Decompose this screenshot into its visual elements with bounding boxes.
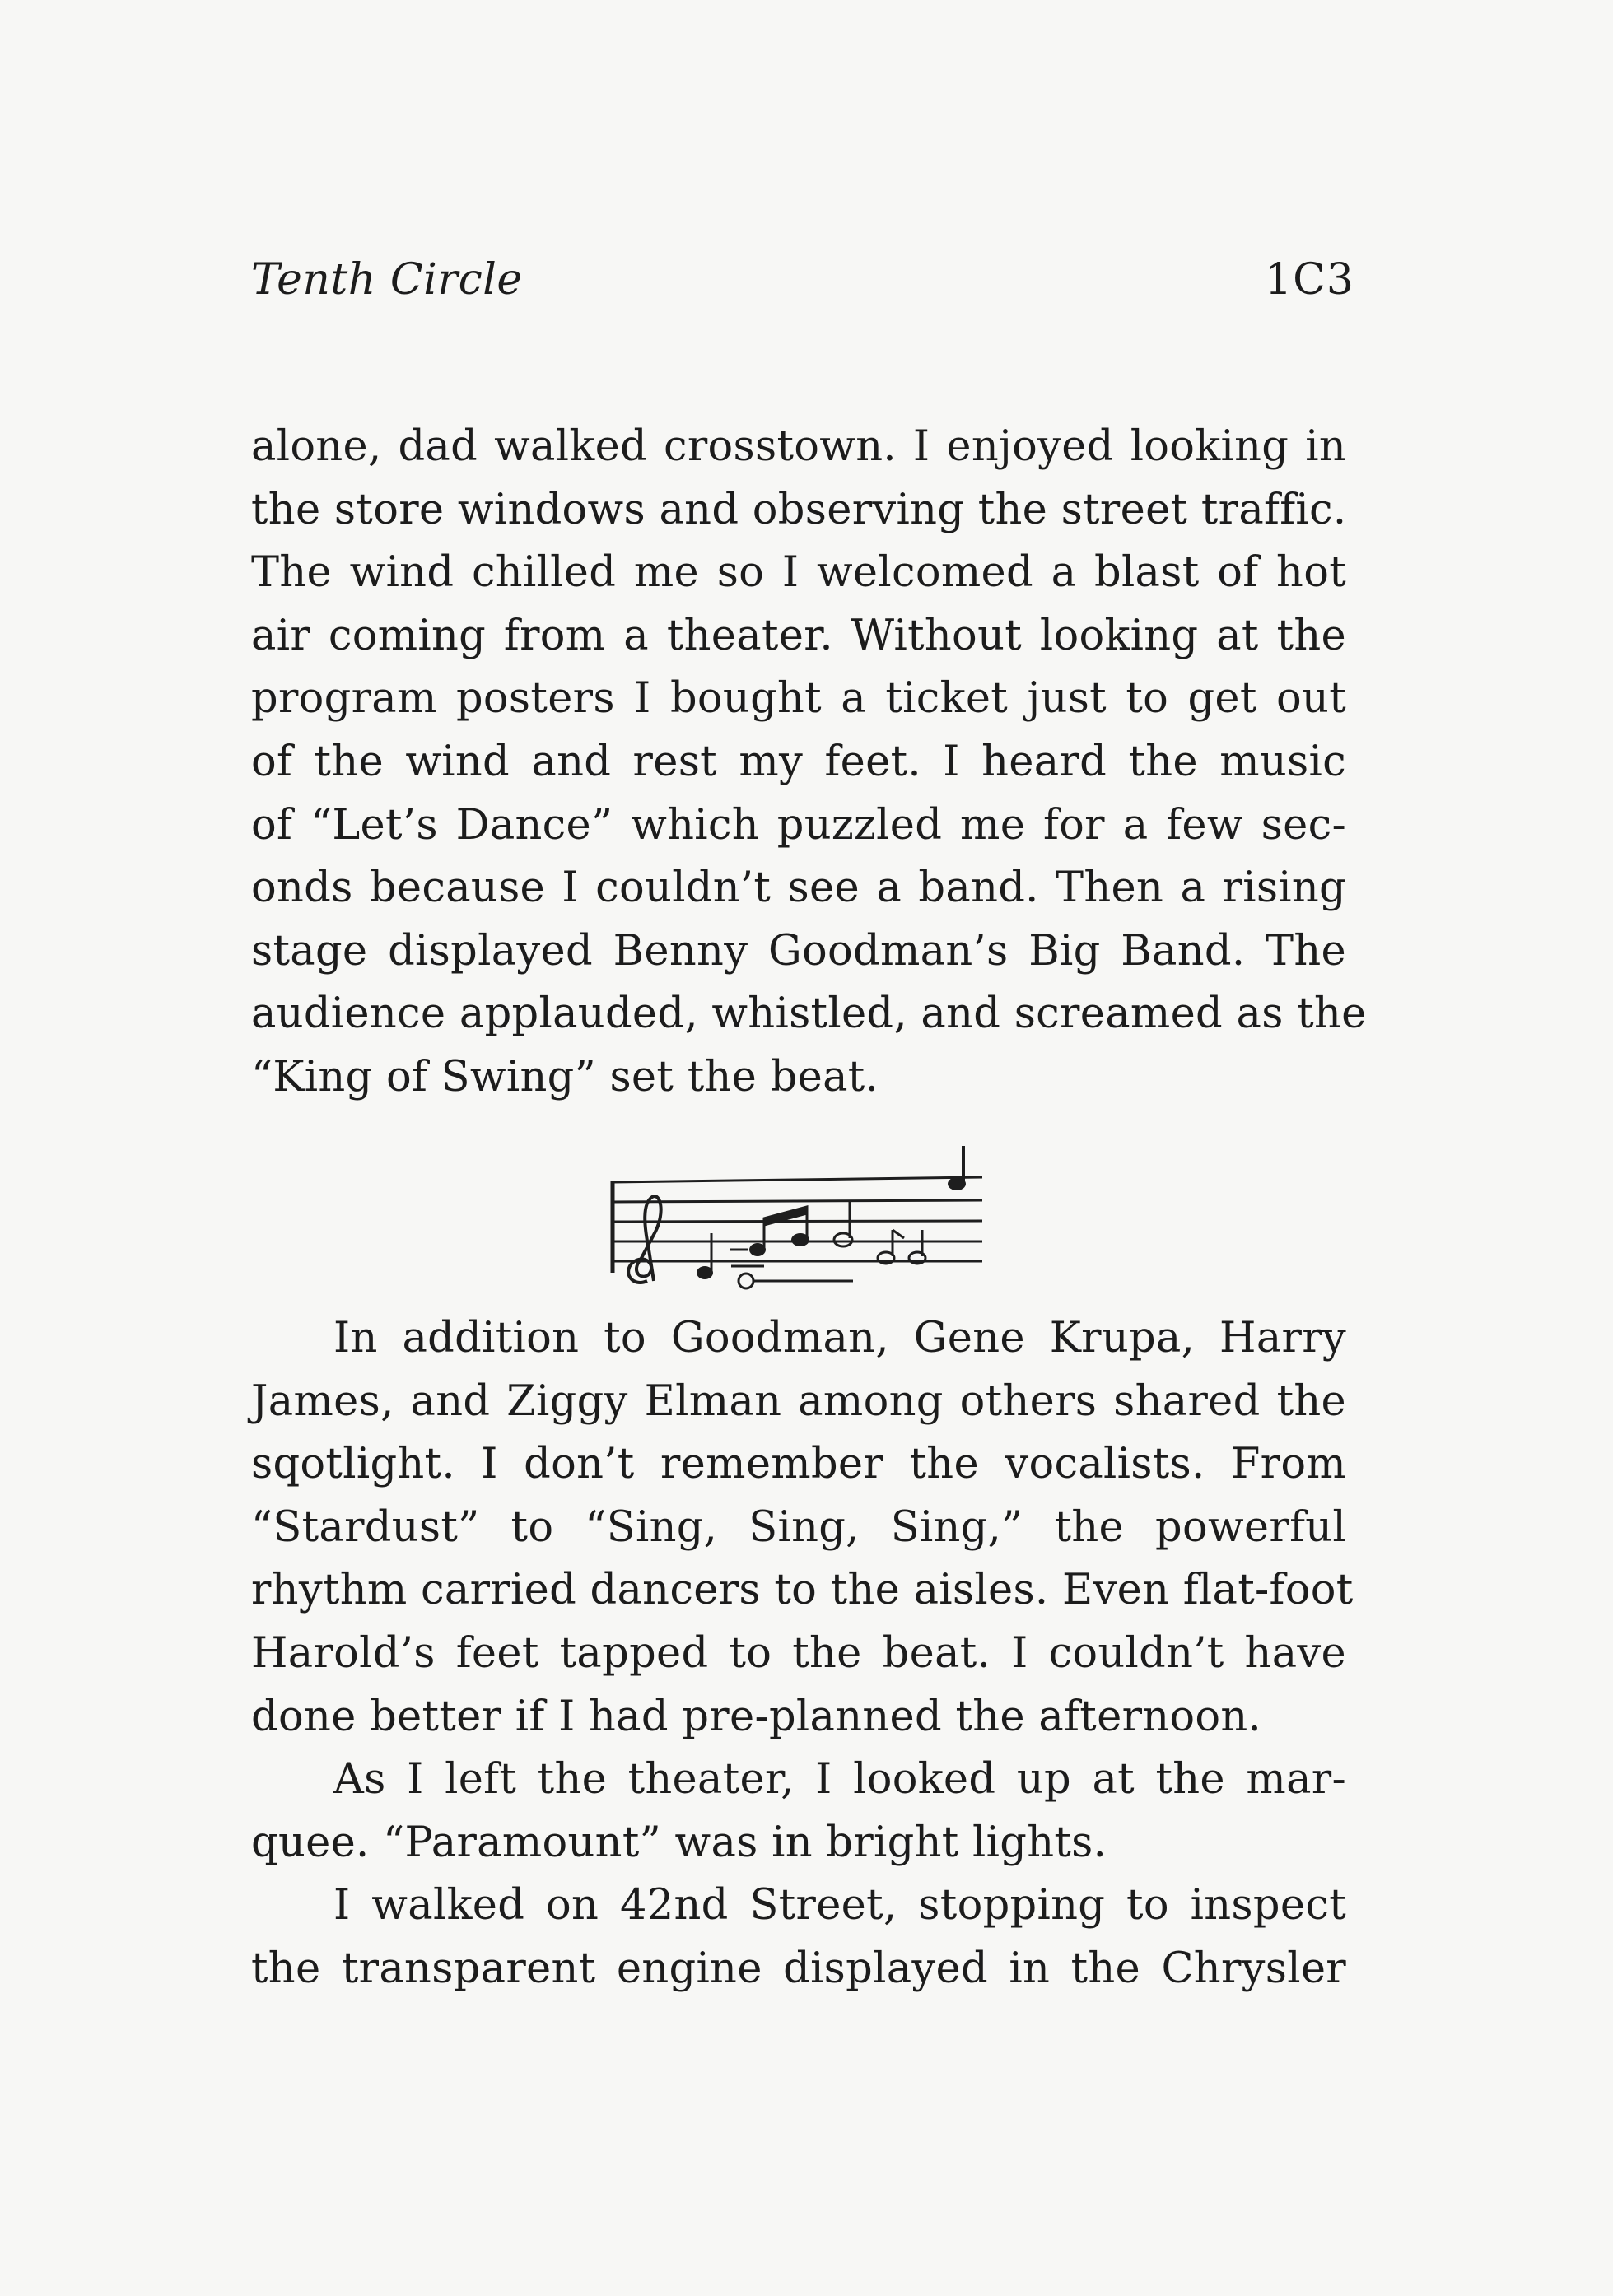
text-line: “King of Swing” set the beat. [251,1052,879,1101]
text-line: rhythm carried dancers to the aisles. Even flat-foot [251,1566,1354,1615]
text-line: done better if I had pre-planned the afternoon. [251,1692,1262,1741]
paragraphs-continued [251,1307,1354,2001]
chapter-title: Tenth Circle [251,255,523,305]
text-line: onds because I couldn’t see a band. Then a rising [251,864,1346,913]
text-line: sqotlight. I don’t remember the vocalists. From [251,1440,1346,1489]
text-line: “Stardust” to “Sing, Sing, Sing,” the powerful [251,1502,1346,1552]
text-line: quee. “Paramount” was in bright lights. [251,1818,1107,1867]
music-notes-icon [608,1134,985,1296]
text-line: James, and Ziggy Elman among others shared the [251,1376,1346,1426]
text-line: the transparent engine displayed in the Chrysler [251,1944,1346,1993]
running-head [251,251,1354,317]
text-line: The wind chilled me so I welcomed a blast of hot [251,548,1346,598]
text-line: of “Let’s Dance” which puzzled me for a few sec- [251,800,1346,850]
text-line: of the wind and rest my feet. I heard the music [251,737,1346,786]
text-line: As I left the theater, I looked up at the mar- [333,1755,1346,1805]
text-line: Harold’s feet tapped to the beat. I couldn’t have [251,1628,1346,1678]
text-line: alone, dad walked crosstown. I enjoyed looking in [251,422,1346,471]
text-line: air coming from a theater. Without looking at the [251,611,1346,660]
text-line: the store windows and observing the street traffic. [251,485,1347,534]
paragraph-1 [251,416,1367,1110]
text-line: I walked on 42nd Street, stopping to inspect [333,1881,1346,1930]
page-number: 1C3 [1265,255,1354,305]
text-line: program posters I bought a ticket just to get out [251,674,1346,724]
text-line: audience applauded, whistled, and screamed as the [251,990,1367,1039]
text-line: stage displayed Benny Goodman’s Big Band. The [251,926,1346,976]
text-line: In addition to Goodman, Gene Krupa, Harry [333,1314,1346,1362]
